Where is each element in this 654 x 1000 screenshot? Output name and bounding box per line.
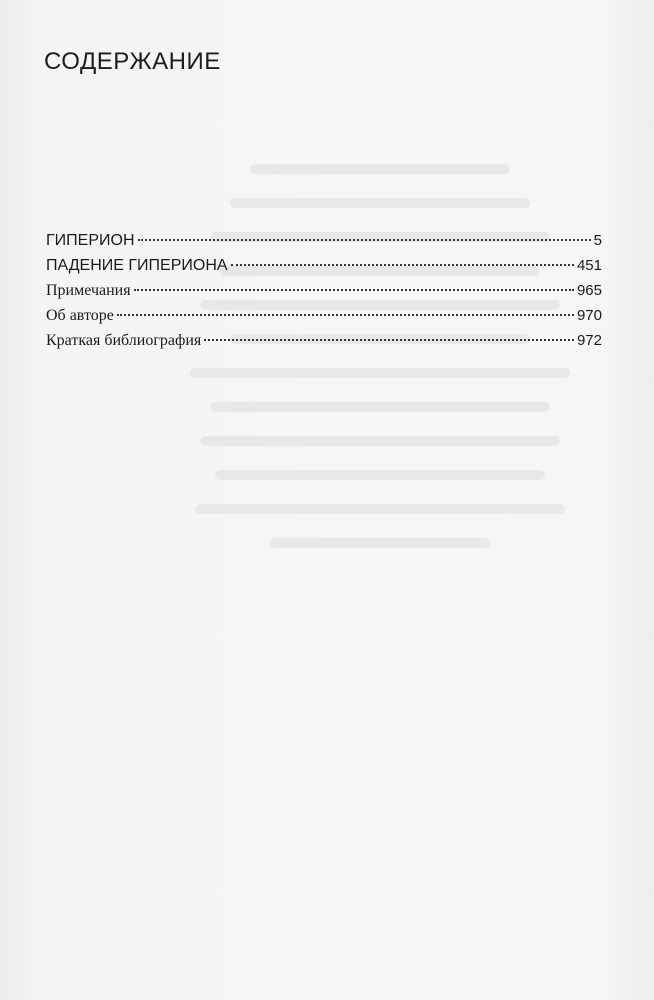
toc-entry-title: Примечания [46, 282, 131, 299]
toc-entry[interactable] [46, 257, 602, 282]
dot-leader [138, 239, 591, 241]
toc-entry-title: ПАДЕНИЕ ГИПЕРИОНА [46, 257, 228, 274]
toc-entry-page: 5 [593, 232, 602, 249]
toc-entry[interactable] [46, 232, 602, 257]
toc-entry-page: 970 [576, 307, 602, 324]
table-of-contents [46, 232, 602, 357]
dot-leader [134, 289, 574, 291]
dot-leader [117, 314, 574, 316]
toc-entry-title: ГИПЕРИОН [46, 232, 135, 249]
toc-entry[interactable] [46, 307, 602, 332]
toc-entry-page: 972 [576, 332, 602, 349]
dot-leader [231, 264, 574, 266]
toc-entry[interactable] [46, 332, 602, 357]
page-title: СОДЕРЖАНИЕ [44, 48, 221, 75]
toc-entry-title: Об авторе [46, 307, 114, 324]
dot-leader [204, 339, 574, 341]
toc-entry[interactable] [46, 282, 602, 307]
toc-entry-title: Краткая библиография [46, 332, 202, 349]
toc-entry-page: 965 [576, 282, 602, 299]
toc-entry-page: 451 [576, 257, 602, 274]
